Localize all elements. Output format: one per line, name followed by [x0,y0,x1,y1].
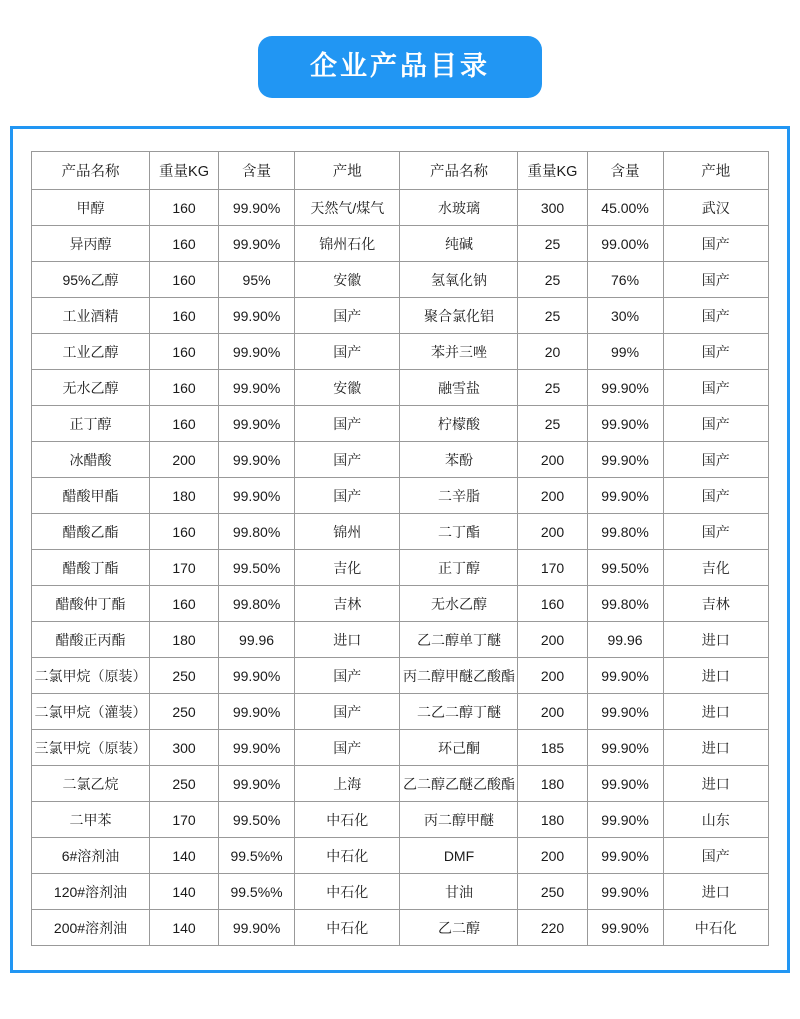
cell-purity: 99.90% [587,874,663,910]
cell-origin: 吉林 [663,586,768,622]
cell-product-name: 苯酚 [400,442,518,478]
cell-origin: 国产 [295,442,400,478]
column-header-purity-right: 含量 [587,152,663,190]
cell-product-name: 二氯乙烷 [32,766,150,802]
cell-origin: 国产 [663,838,768,874]
cell-origin: 国产 [663,478,768,514]
table-row [32,730,769,766]
column-header-weight-right: 重量KG [518,152,587,190]
cell-product-name: 无水乙醇 [400,586,518,622]
cell-purity: 99.90% [219,730,295,766]
cell-product-name: 乙二醇单丁醚 [400,622,518,658]
cell-product-name: 三氯甲烷（原装） [32,730,150,766]
cell-product-name: 甘油 [400,874,518,910]
cell-origin: 安徽 [295,262,400,298]
cell-purity: 99.90% [587,658,663,694]
cell-weight: 180 [518,766,587,802]
catalog-frame [10,126,790,973]
cell-origin: 进口 [295,622,400,658]
cell-purity: 99.96 [219,622,295,658]
cell-weight: 250 [149,694,218,730]
cell-product-name: 95%乙醇 [32,262,150,298]
table-row [32,622,769,658]
cell-weight: 200 [518,622,587,658]
cell-origin: 国产 [295,334,400,370]
cell-purity: 99.90% [219,190,295,226]
cell-purity: 99.90% [219,694,295,730]
cell-product-name: 无水乙醇 [32,370,150,406]
cell-origin: 进口 [663,730,768,766]
cell-weight: 250 [149,766,218,802]
cell-weight: 300 [149,730,218,766]
cell-purity: 99.50% [219,802,295,838]
cell-weight: 25 [518,370,587,406]
cell-origin: 国产 [663,406,768,442]
cell-purity: 99.90% [219,334,295,370]
cell-purity: 99.90% [219,298,295,334]
cell-weight: 25 [518,226,587,262]
cell-origin: 武汉 [663,190,768,226]
table-header-row [32,152,769,190]
cell-purity: 99.90% [587,838,663,874]
cell-product-name: 工业乙醇 [32,334,150,370]
cell-weight: 250 [518,874,587,910]
cell-product-name: 纯碱 [400,226,518,262]
table-row [32,694,769,730]
cell-weight: 160 [149,370,218,406]
cell-purity: 99.5%% [219,874,295,910]
page-title: 企业产品目录 [258,36,542,98]
cell-product-name: 融雪盐 [400,370,518,406]
cell-weight: 170 [149,802,218,838]
cell-purity: 99.90% [219,370,295,406]
cell-product-name: 200#溶剂油 [32,910,150,946]
cell-product-name: 二氯甲烷（原装） [32,658,150,694]
cell-product-name: 醋酸仲丁酯 [32,586,150,622]
cell-purity: 99.90% [587,442,663,478]
cell-purity: 99.90% [587,370,663,406]
cell-weight: 200 [518,658,587,694]
table-row [32,442,769,478]
cell-purity: 99.90% [587,478,663,514]
table-row [32,370,769,406]
cell-purity: 99.90% [219,910,295,946]
cell-product-name: 柠檬酸 [400,406,518,442]
cell-origin: 吉林 [295,586,400,622]
table-row [32,766,769,802]
cell-purity: 30% [587,298,663,334]
cell-product-name: 环己酮 [400,730,518,766]
table-row [32,514,769,550]
cell-product-name: 醋酸甲酯 [32,478,150,514]
cell-weight: 170 [149,550,218,586]
cell-product-name: 二辛脂 [400,478,518,514]
cell-weight: 200 [518,478,587,514]
cell-origin: 国产 [295,730,400,766]
cell-weight: 180 [149,478,218,514]
table-row [32,802,769,838]
cell-product-name: 正丁醇 [400,550,518,586]
cell-purity: 99.5%% [219,838,295,874]
cell-weight: 140 [149,874,218,910]
cell-origin: 中石化 [295,874,400,910]
column-header-purity-left: 含量 [219,152,295,190]
cell-product-name: 二氯甲烷（灌装） [32,694,150,730]
cell-weight: 160 [149,262,218,298]
cell-origin: 国产 [295,406,400,442]
table-row [32,910,769,946]
cell-product-name: 二乙二醇丁醚 [400,694,518,730]
cell-product-name: 苯并三唑 [400,334,518,370]
cell-product-name: 醋酸丁酯 [32,550,150,586]
cell-product-name: 二丁酯 [400,514,518,550]
cell-weight: 170 [518,550,587,586]
cell-weight: 300 [518,190,587,226]
cell-product-name: 工业酒精 [32,298,150,334]
cell-product-name: 异丙醇 [32,226,150,262]
table-row [32,550,769,586]
cell-weight: 25 [518,406,587,442]
cell-purity: 76% [587,262,663,298]
table-row [32,190,769,226]
cell-origin: 国产 [663,226,768,262]
table-body [32,152,769,946]
column-header-origin-left: 产地 [295,152,400,190]
cell-weight: 200 [518,838,587,874]
cell-origin: 国产 [663,298,768,334]
cell-origin: 中石化 [295,910,400,946]
cell-origin: 进口 [663,694,768,730]
cell-weight: 220 [518,910,587,946]
cell-weight: 160 [149,190,218,226]
product-table [31,151,769,946]
table-row [32,478,769,514]
cell-origin: 进口 [663,658,768,694]
cell-weight: 200 [518,514,587,550]
cell-weight: 25 [518,262,587,298]
cell-product-name: DMF [400,838,518,874]
cell-purity: 99.90% [587,694,663,730]
cell-origin: 国产 [295,298,400,334]
cell-product-name: 醋酸正丙酯 [32,622,150,658]
cell-purity: 99.00% [587,226,663,262]
cell-purity: 99.90% [219,658,295,694]
cell-product-name: 二甲苯 [32,802,150,838]
table-row [32,226,769,262]
cell-origin: 进口 [663,622,768,658]
cell-product-name: 水玻璃 [400,190,518,226]
cell-purity: 99.90% [219,406,295,442]
table-row [32,658,769,694]
table-row [32,406,769,442]
cell-product-name: 丙二醇甲醚 [400,802,518,838]
table-row [32,586,769,622]
cell-purity: 99.90% [219,442,295,478]
cell-origin: 锦州石化 [295,226,400,262]
cell-purity: 99.50% [219,550,295,586]
cell-product-name: 正丁醇 [32,406,150,442]
cell-purity: 99.90% [219,226,295,262]
cell-weight: 160 [149,298,218,334]
cell-origin: 山东 [663,802,768,838]
cell-weight: 200 [149,442,218,478]
cell-weight: 160 [149,406,218,442]
cell-origin: 中石化 [663,910,768,946]
cell-purity: 99.50% [587,550,663,586]
cell-origin: 国产 [663,370,768,406]
cell-product-name: 6#溶剂油 [32,838,150,874]
cell-weight: 185 [518,730,587,766]
cell-purity: 99.80% [587,514,663,550]
cell-origin: 国产 [663,262,768,298]
cell-weight: 140 [149,910,218,946]
cell-product-name: 丙二醇甲醚乙酸酯 [400,658,518,694]
column-header-product-name-right: 产品名称 [400,152,518,190]
cell-origin: 吉化 [295,550,400,586]
cell-origin: 国产 [663,514,768,550]
cell-origin: 进口 [663,874,768,910]
cell-weight: 160 [149,586,218,622]
cell-origin: 安徽 [295,370,400,406]
cell-weight: 25 [518,298,587,334]
cell-weight: 20 [518,334,587,370]
table-row [32,874,769,910]
table-row [32,838,769,874]
cell-product-name: 120#溶剂油 [32,874,150,910]
cell-product-name: 乙二醇乙醚乙酸酯 [400,766,518,802]
cell-product-name: 乙二醇 [400,910,518,946]
cell-weight: 200 [518,442,587,478]
table-row [32,298,769,334]
cell-purity: 99.90% [587,406,663,442]
cell-purity: 99.96 [587,622,663,658]
cell-purity: 99.90% [587,766,663,802]
title-area [0,0,800,98]
cell-origin: 国产 [663,442,768,478]
cell-purity: 99% [587,334,663,370]
cell-origin: 国产 [663,334,768,370]
cell-origin: 锦州 [295,514,400,550]
cell-purity: 99.80% [219,514,295,550]
cell-purity: 95% [219,262,295,298]
cell-purity: 99.80% [219,586,295,622]
cell-origin: 中石化 [295,802,400,838]
column-header-product-name-left: 产品名称 [32,152,150,190]
cell-weight: 160 [149,226,218,262]
cell-origin: 国产 [295,694,400,730]
cell-purity: 99.90% [219,478,295,514]
cell-purity: 99.90% [219,766,295,802]
cell-weight: 160 [149,334,218,370]
cell-weight: 160 [149,514,218,550]
cell-purity: 99.90% [587,910,663,946]
cell-product-name: 冰醋酸 [32,442,150,478]
cell-origin: 中石化 [295,838,400,874]
cell-product-name: 甲醇 [32,190,150,226]
cell-weight: 140 [149,838,218,874]
cell-weight: 250 [149,658,218,694]
cell-origin: 吉化 [663,550,768,586]
column-header-origin-right: 产地 [663,152,768,190]
cell-purity: 99.80% [587,586,663,622]
cell-weight: 160 [518,586,587,622]
cell-origin: 天然气/煤气 [295,190,400,226]
cell-purity: 99.90% [587,730,663,766]
cell-product-name: 醋酸乙酯 [32,514,150,550]
cell-origin: 国产 [295,658,400,694]
cell-weight: 180 [518,802,587,838]
table-row [32,334,769,370]
cell-origin: 上海 [295,766,400,802]
cell-product-name: 聚合氯化铝 [400,298,518,334]
cell-origin: 国产 [295,478,400,514]
cell-weight: 200 [518,694,587,730]
table-row [32,262,769,298]
cell-purity: 45.00% [587,190,663,226]
cell-purity: 99.90% [587,802,663,838]
cell-product-name: 氢氧化钠 [400,262,518,298]
cell-origin: 进口 [663,766,768,802]
column-header-weight-left: 重量KG [149,152,218,190]
cell-weight: 180 [149,622,218,658]
